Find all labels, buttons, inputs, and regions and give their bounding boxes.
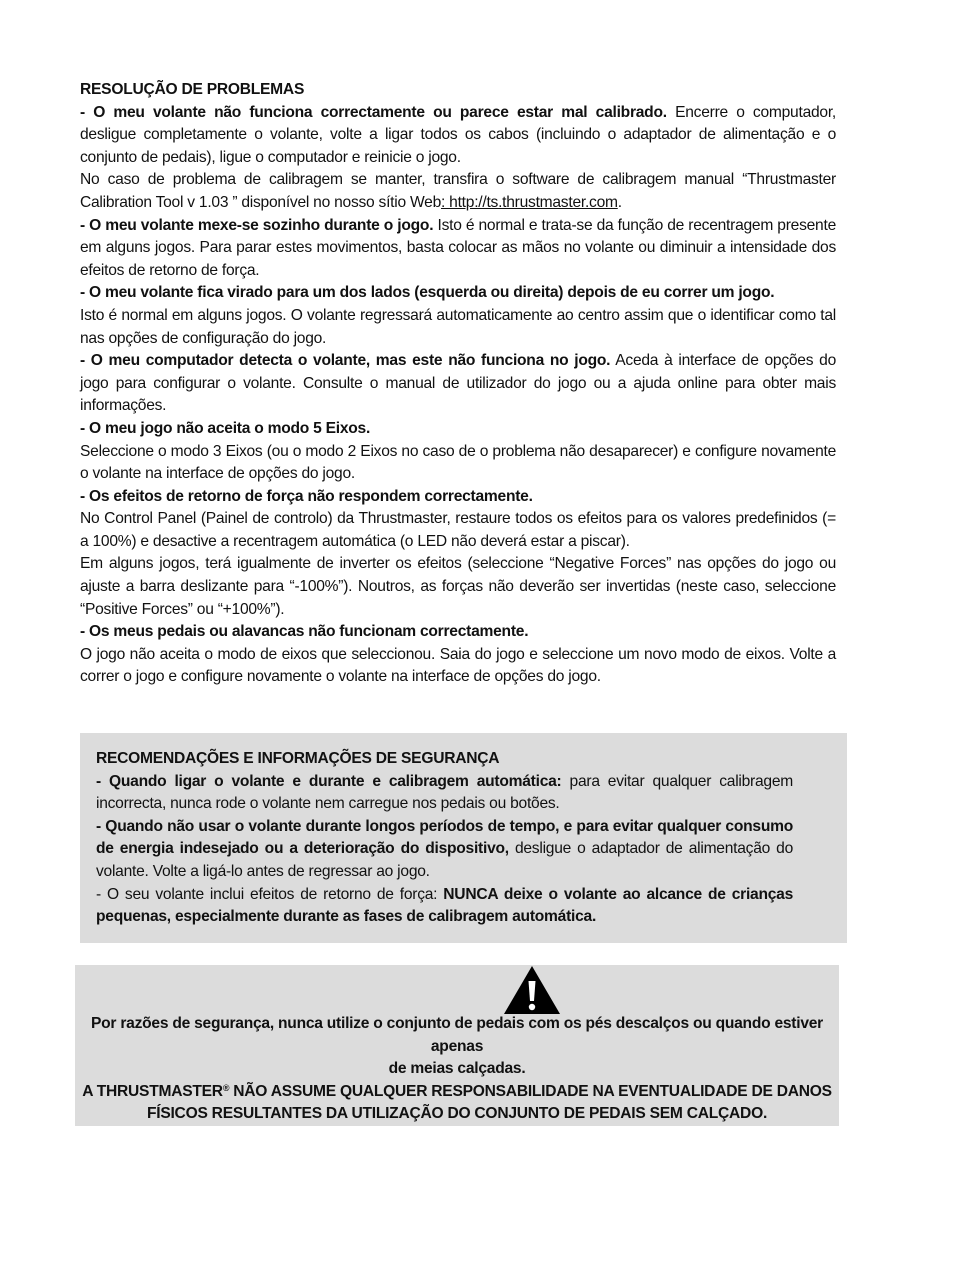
troubleshooting-heading: RESOLUÇÃO DE PROBLEMAS [80, 81, 305, 98]
troubleshooting-section [80, 79, 836, 689]
problem-question: - O meu volante não funciona correctamente ou parece estar mal calibrado. [80, 103, 667, 121]
warning-text [75, 1013, 839, 1126]
problem-answer: Em alguns jogos, terá igualmente de inverter os efeitos (seleccione “Negative Forces” nas opções do jogo ou ajuste a barra deslizante para “-100%”). Noutros, as forças não deverão ser invertidas (neste caso, seleccione “Positive Forces” ou “+100%”). [80, 555, 836, 618]
problem-turned-side [80, 282, 836, 305]
problem-question: - O meu volante mexe-se sozinho durante o jogo. [80, 216, 434, 234]
problem-question: - Os meus pedais ou alavancas não funcionam correctamente. [80, 623, 529, 641]
thrustmaster-link[interactable]: : http://ts.thrustmaster.com [441, 193, 618, 211]
safety-heading: RECOMENDAÇÕES E INFORMAÇÕES DE SEGURANÇA [96, 750, 500, 767]
problem-question: - O meu volante fica virado para um dos lados (esquerda ou direita) depois de eu correr um jogo. [80, 284, 775, 302]
problem-answer: O jogo não aceita o modo de eixos que seleccionou. Saia do jogo e seleccione um novo modo de eixos. Volte a correr o jogo e configure novamente o volante na interface de opções do jogo. [80, 645, 836, 686]
problem-answer: Aceda à interface de opções do jogo para configurar o volante. Consulte o manual de utilizador do jogo ou a ajuda online para obter mais informações. [80, 352, 836, 415]
safety-item: - Quando não usar o volante durante longos períodos de tempo, e para evitar qualquer consumo de energia indesejado ou a deterioração do dispositivo, desligue o adaptador de alimentação do volante. Volte a ligá-lo antes de regressar ao jogo. [96, 817, 793, 880]
problem-calibration [80, 102, 836, 170]
problem-question: - Os efeitos de retorno de força não respondem correctamente. [80, 487, 533, 505]
problem-answer: No Control Panel (Painel de controlo) da Thrustmaster, restaure todos os efeitos para os valores predefinidos (= a 100%) e desactive a recentragem automática (o LED não deverá estar a piscar). [80, 510, 836, 550]
safety-item: - Quando ligar o volante e durante e calibragem automática: para evitar qualquer calibragem incorrecta, nunca rode o volante nem carregue nos pedais ou botões. [96, 772, 793, 813]
problem-not-working-in-game [80, 350, 836, 418]
problem-question: - O meu computador detecta o volante, mas este não funciona no jogo. [80, 352, 611, 370]
liability-disclaimer: A THRUSTMASTER® NÃO ASSUME QUALQUER RESPONSABILIDADE NA EVENTUALIDADE DE DANOS FÍSICOS RESULTANTES DA UTILIZAÇÃO DO CONJUNTO DE PEDAIS SEM CALÇADO. [82, 1082, 832, 1123]
calibration-tool-note: No caso de problema de calibragem se manter, transfira o software de calibragem manual “Thrustmaster Calibration Tool v 1.03 ” disponível no nosso sítio Web: http://ts.thrustmaster.com. [80, 171, 836, 211]
problem-question: - O meu jogo não aceita o modo 5 Eixos. [80, 419, 371, 437]
warning-box [75, 965, 839, 1126]
safety-item: - O seu volante inclui efeitos de retorno de força: NUNCA deixe o volante ao alcance de crianças pequenas, especialmente durante as fases de calibragem automática. [96, 885, 793, 926]
problem-answer: Isto é normal em alguns jogos. O volante regressará automaticamente ao centro assim que o identificar como tal nas opções de configuração do jogo. [80, 306, 836, 347]
problem-answer: Encerre o computador, desligue completamente o volante, volte a ligar todos os cabos (incluindo o adaptador de alimentação e o conjunto de pedais), ligue o computador e reinicie o jogo. [80, 103, 836, 166]
safety-box [80, 733, 847, 943]
warning-line: de meias calçadas. [388, 1060, 526, 1078]
warning-line: Por razões de segurança, nunca utilize o conjunto de pedais com os pés descalços ou quando estiver apenas [91, 1015, 823, 1055]
warning-icon [503, 965, 561, 1015]
problem-answer: Seleccione o modo 3 Eixos (ou o modo 2 Eixos no caso de o problema não desaparecer) e configure novamente o volante na interface de opções do jogo. [80, 442, 836, 483]
problem-answer: Isto é normal e trata-se da função de recentragem presente em alguns jogos. Para parar estes movimentos, basta colocar as mãos no volante ou diminuir a intensidade dos efeitos de retorno de força. [80, 216, 836, 279]
problem-moves-alone [80, 215, 836, 283]
